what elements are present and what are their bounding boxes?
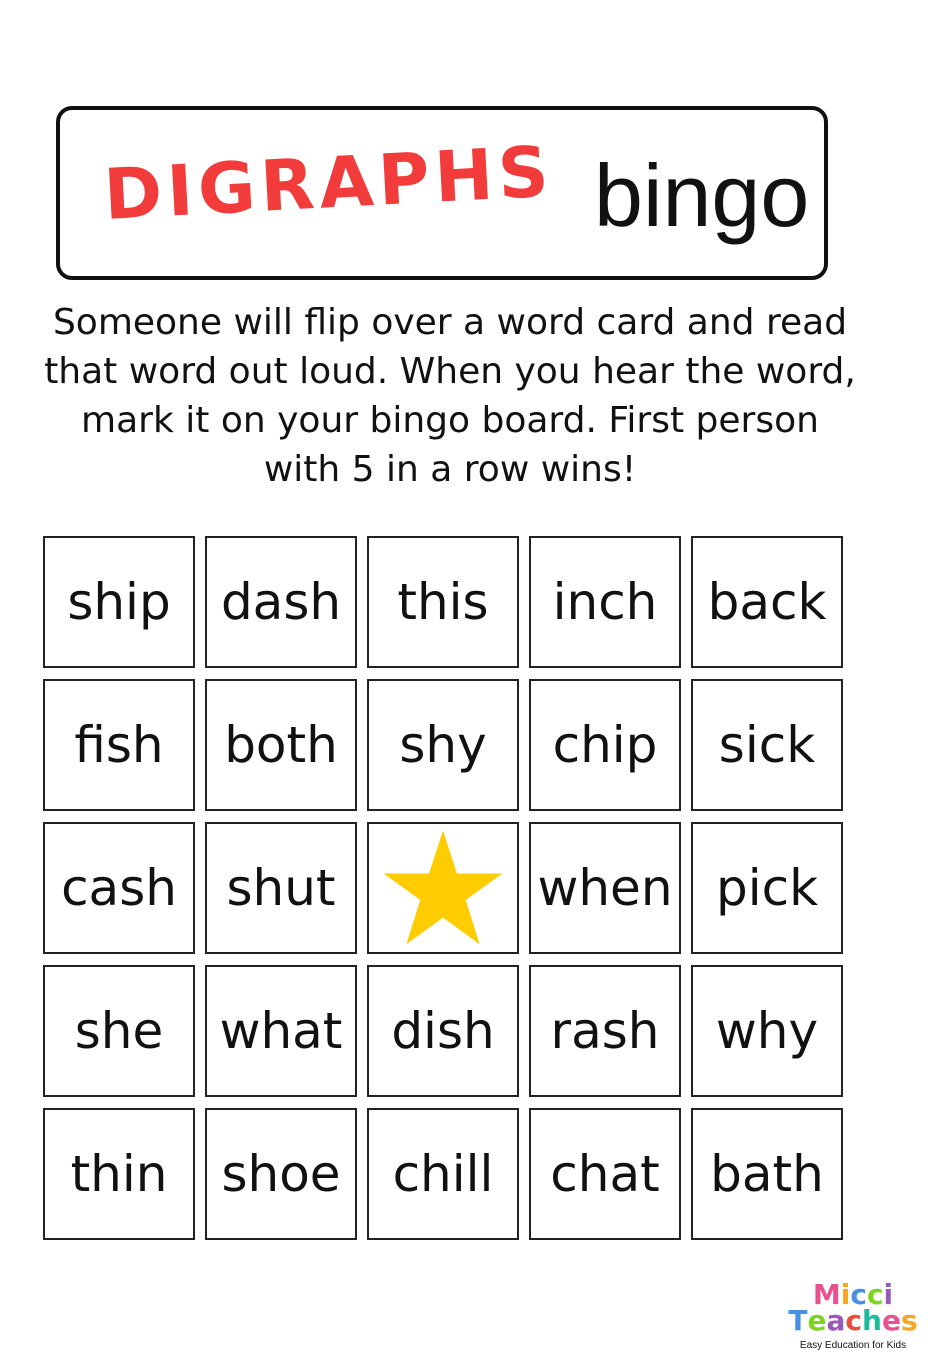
bingo-word: rash (550, 1002, 660, 1060)
bingo-word: chill (392, 1145, 494, 1203)
bingo-cell-shut[interactable] (205, 822, 357, 954)
bingo-cell-what[interactable] (205, 965, 357, 1097)
bingo-word: fish (74, 716, 164, 774)
page-title: DIGRAPHS (101, 130, 556, 236)
title-box (56, 106, 828, 280)
bingo-word: this (397, 573, 489, 631)
bingo-word: shoe (221, 1145, 341, 1203)
bingo-cell-chip[interactable] (529, 679, 681, 811)
bingo-word: bath (710, 1145, 824, 1203)
bingo-word: dash (220, 573, 342, 631)
bingo-cell-pick[interactable] (691, 822, 843, 954)
logo-tagline: Easy Education for Kids (799, 1340, 907, 1351)
logo-name-line2: Teaches (788, 1304, 918, 1337)
star-icon (379, 828, 507, 948)
bingo-word: sick (718, 716, 816, 774)
bingo-cell-ship[interactable] (43, 536, 195, 668)
bingo-cell-both[interactable] (205, 679, 357, 811)
bingo-free-space[interactable] (367, 822, 519, 954)
bingo-board (43, 536, 843, 1240)
bingo-word: both (224, 716, 338, 774)
bingo-cell-back[interactable] (691, 536, 843, 668)
bingo-word: dish (391, 1002, 495, 1060)
bingo-word: ship (67, 573, 171, 631)
bingo-cell-she[interactable] (43, 965, 195, 1097)
logo (778, 1278, 928, 1362)
bingo-cell-sick[interactable] (691, 679, 843, 811)
bingo-word: when (537, 859, 673, 917)
bingo-word: cash (61, 859, 177, 917)
bingo-word: inch (552, 573, 658, 631)
bingo-word: what (219, 1002, 343, 1060)
bingo-cell-shoe[interactable] (205, 1108, 357, 1240)
bingo-word: why (715, 1002, 819, 1060)
bingo-word: thin (70, 1145, 168, 1203)
bingo-cell-when[interactable] (529, 822, 681, 954)
bingo-cell-dish[interactable] (367, 965, 519, 1097)
bingo-cell-why[interactable] (691, 965, 843, 1097)
bingo-word: shy (399, 716, 487, 774)
bingo-cell-fish[interactable] (43, 679, 195, 811)
bingo-word: shut (226, 859, 336, 917)
bingo-cell-inch[interactable] (529, 536, 681, 668)
bingo-cell-cash[interactable] (43, 822, 195, 954)
bingo-word: she (74, 1002, 164, 1060)
bingo-cell-bath[interactable] (691, 1108, 843, 1240)
bingo-word: pick (715, 859, 819, 917)
bingo-cell-shy[interactable] (367, 679, 519, 811)
instructions: Someone will flip over a word card and read that word out loud. When you hear the word, mark it on your bingo board. First person with 5 in a row wins! (44, 302, 856, 490)
bingo-cell-rash[interactable] (529, 965, 681, 1097)
logo-name-line1: Micci (812, 1278, 894, 1311)
bingo-word: chat (550, 1145, 660, 1203)
page-subtitle: bingo (594, 146, 810, 245)
bingo-cell-dash[interactable] (205, 536, 357, 668)
bingo-cell-chill[interactable] (367, 1108, 519, 1240)
bingo-cell-chat[interactable] (529, 1108, 681, 1240)
bingo-word: chip (552, 716, 658, 774)
bingo-word: back (707, 573, 827, 631)
bingo-cell-this[interactable] (367, 536, 519, 668)
bingo-cell-thin[interactable] (43, 1108, 195, 1240)
